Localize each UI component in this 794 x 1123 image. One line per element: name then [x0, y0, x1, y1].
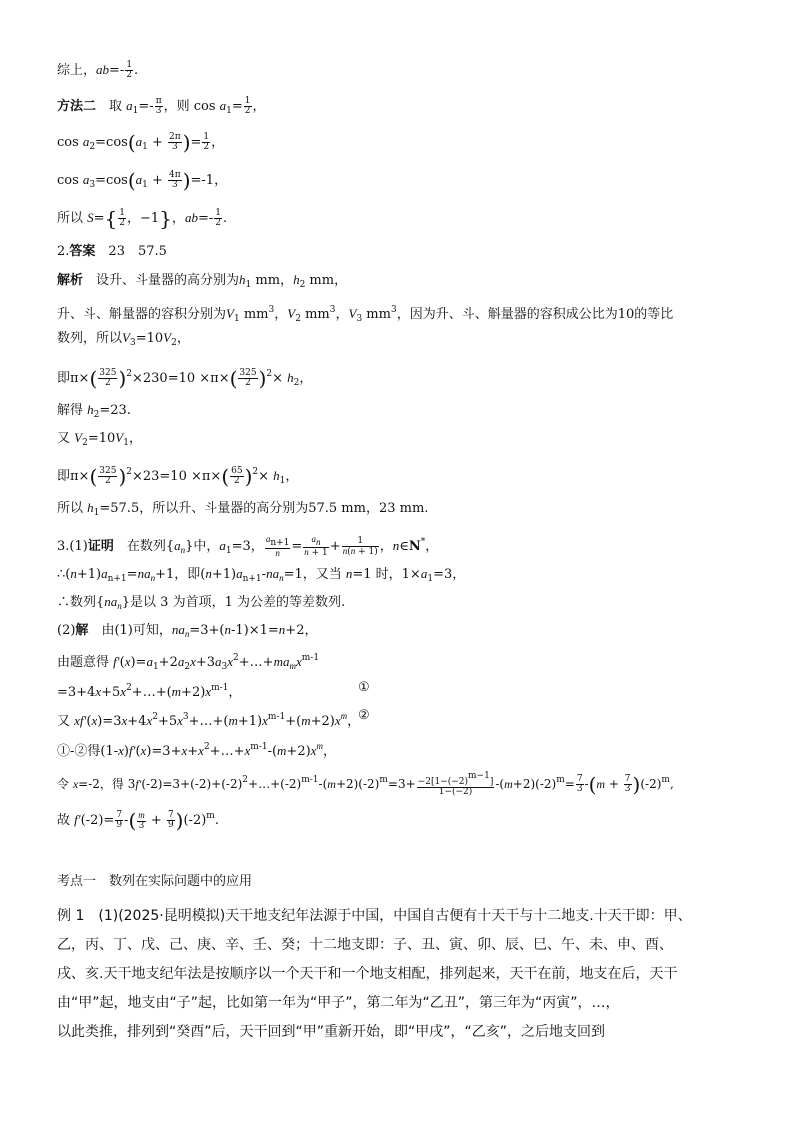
solution-line: 方法二 取 $a_1=-$ $\frac{\pi}{3}$ ，则 $\cos a_1=$ $\frac{1}{2}$ ，: [57, 96, 266, 116]
solution-line: 所以 S={ $\frac{1}{2}$ ，−1}，ab=- $\frac{1}{2}$ .: [57, 206, 228, 231]
example-paragraph: [57, 902, 741, 1047]
equation-marker-1: ①: [358, 680, 370, 695]
analysis-line: 解析 设升、斗量器的高分别为$h_1$ mm，$h_2$ mm，: [57, 272, 348, 290]
analysis-line: 数列，所以$V_3=10V_2$，: [57, 330, 190, 348]
example-line: 乙，丙、丁、戊、己、庚、辛、壬、癸；十二地支即：子、丑、寅、卯、辰、巳、午、未、申、酉、: [57, 937, 673, 953]
proof-line: 3.(1)证明 在数列$\{a_n\}$中，$a_1=3$， $\frac{a_{n+1}}{n}$ = $\frac{a_n}{n + 1}$ + $\frac{1}{n(n + 1)}$ ，n∈N*，: [57, 533, 439, 558]
proof-line: 由题意得 $f'(x)=a_1+2a_2x+3a_3x^2+\dots+ma_mx^{m-1}$: [57, 653, 320, 672]
section-title: 考点一 数列在实际问题中的应用: [57, 874, 253, 889]
solution-line: $\cos a_3=\cos(a_1$ + $\frac{4\pi}{3}$ )=-1，: [57, 168, 228, 193]
equation-marker-2: ②: [358, 708, 370, 723]
proof-line: 令 x=-2，得 $3f'(-2)=3+(-2)+(-2)^2+\dots+(-2)^{m-1}-(m+2)(-2)^m=3+$ $\frac{-2[1-(-2)^{m-1}]}{1-(-2)}$ $-(m+2)(-2)^m=$ $\frac{7}{3}$ -(m + $\frac{7}{3}$ )$(-2)^m$,: [57, 771, 674, 797]
analysis-line: 升、斗、斛量器的容积分别为$V_1$ $mm^3$，$V_2$ $mm^3$，$V_3$ $mm^3$，因为升、斗、斛量器的容积成公比为10的等比: [57, 305, 674, 324]
proof-line: $=3+4x+5x^2+\dots+(m+2)x^{m-1}$，: [57, 683, 242, 700]
analysis-line: 解得 $h_2=23$.: [57, 402, 131, 420]
example-line: 由“甲”起，地支由“子”起，比如第一年为“甲子”，第二年为“乙丑”，第三年为“丙寅”，…，: [57, 995, 620, 1011]
proof-line: ∴数列$\{na_n\}$是以 3 为首项，1 为公差的等差数列.: [57, 594, 346, 611]
analysis-line: 即π×( $\frac{325}{2}$ )$^2$×230=10 ×π×( $\frac{325}{2}$ )$^2\times h_2$，: [57, 366, 313, 391]
proof-line: 又 $xf'(x)=3x+4x^2+5x^3+\dots+(m+1)x^{m-1}+(m+2)x^m$，: [57, 711, 361, 729]
proof-line: (2)解 由(1)可知，$na_n=3+(n-1)\times 1=n+2$，: [57, 622, 318, 639]
proof-line: 故 f′(-2)= $\frac{7}{9}$ -( $\frac{m}{3}$ + $\frac{7}{9}$ )$(-2)^m$.: [57, 808, 219, 833]
solution-line: $\cos a_2=\cos(a_1$ + $\frac{2\pi}{3}$ )= $\frac{1}{2}$ ，: [57, 130, 225, 155]
analysis-line: 即π×( $\frac{325}{2}$ )$^2$×23=10 ×π×( $\frac{65}{2}$ )$^2\times h_1$，: [57, 464, 299, 489]
example-line: 以此类推，排列到“癸酉”后，天干回到“甲”重新开始，即“甲戌”，“乙亥”，之后地支回到: [57, 1024, 606, 1040]
example-line: 戌、亥.天干地支纪年法是按顺序以一个天干和一个地支相配，排列起来，天干在前，地支在后，天干: [57, 966, 678, 982]
analysis-line: 又 $V_2=10V_1$，: [57, 430, 142, 448]
answer-line: 2.答案 23 57.5: [57, 244, 167, 259]
analysis-line: 所以 $h_1=57.5$，所以升、斗量器的高分别为57.5 mm，23 mm.: [57, 500, 429, 518]
example-line: 例 1 (1)(2025·昆明模拟)天干地支纪年法源于中国，中国自古便有十天干与十二地支.十天干即：甲、: [57, 908, 692, 924]
proof-line: ①-②得$(1-x)f'(x)=3+x+x^2+\dots+x^{m-1}-(m+2)x^m$，: [57, 741, 336, 759]
solution-line: 综上，ab=- $\frac{1}{2}$ .: [57, 60, 139, 80]
proof-line: $\therefore(n+1)a_{n+1}=na_n+1$，即$(n+1)a_{n+1}-na_n=1$，又当 n=1 时，$1\times a_1=3$，: [57, 566, 466, 584]
